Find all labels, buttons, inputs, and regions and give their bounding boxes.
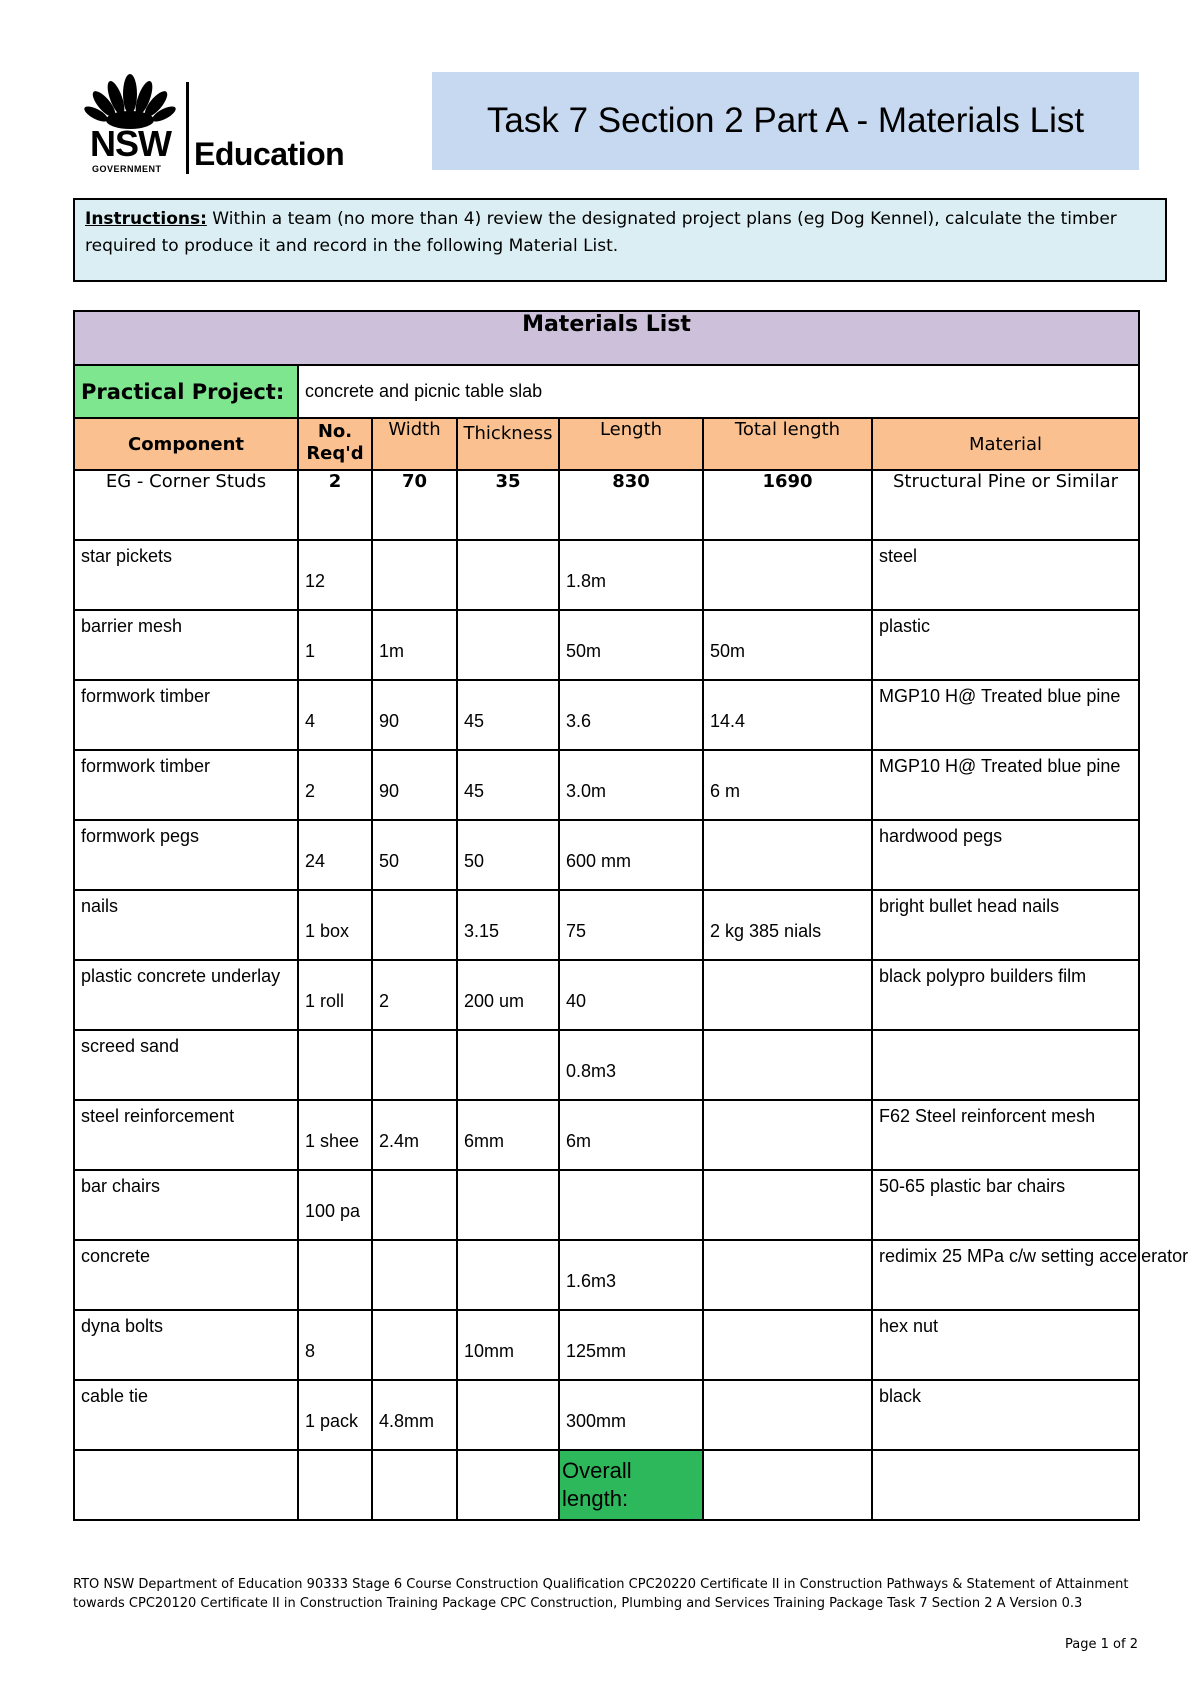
table-title-row — [74, 311, 1139, 365]
value-cell[interactable] — [703, 960, 872, 1030]
material-cell[interactable]: MGP10 H@ Treated blue pine — [872, 680, 1139, 750]
value-cell[interactable]: 1.6m3 — [559, 1240, 703, 1310]
component-cell[interactable]: concrete — [74, 1240, 298, 1310]
value-cell[interactable] — [703, 1310, 872, 1380]
material-cell[interactable]: plastic — [872, 610, 1139, 680]
component-cell[interactable]: cable tie — [74, 1380, 298, 1450]
value-cell[interactable] — [372, 540, 457, 610]
table-row — [74, 610, 1139, 680]
value-cell[interactable] — [703, 1170, 872, 1240]
value-cell[interactable]: 6m — [559, 1100, 703, 1170]
value-cell[interactable] — [298, 1240, 372, 1310]
value-cell[interactable]: 40 — [559, 960, 703, 1030]
value-cell[interactable]: 24 — [298, 820, 372, 890]
value-cell[interactable]: 1 shee — [298, 1100, 372, 1170]
value-cell[interactable]: 6mm — [457, 1100, 559, 1170]
overall-empty-cell[interactable] — [298, 1450, 372, 1520]
nsw-education-logo — [86, 74, 356, 174]
value-cell[interactable]: 50 — [457, 820, 559, 890]
value-cell[interactable]: 200 um — [457, 960, 559, 1030]
value-cell[interactable] — [457, 1170, 559, 1240]
footer-text: RTO NSW Department of Education 90333 Stage 6 Course Construction Qualification CPC20220 Certificate II in Construction Pathways & Statement of Attainment towards CPC20120 Certificate II in Construction Training Package CPC Construction, Plumbing and Services Training Package Task 7 Section 2 A Version 0.3 — [73, 1577, 1129, 1611]
value-cell[interactable]: 4 — [298, 680, 372, 750]
material-cell[interactable]: steel — [872, 540, 1139, 610]
value-cell[interactable]: 8 — [298, 1310, 372, 1380]
value-cell[interactable]: 2 — [372, 960, 457, 1030]
example-cell: EG - Corner Studs — [74, 470, 298, 540]
value-cell[interactable]: 3.0m — [559, 750, 703, 820]
logo-education-text: Education — [194, 136, 345, 172]
overall-length-label: Overall length: — [559, 1450, 703, 1520]
materials-rows — [74, 540, 1189, 1450]
value-cell[interactable]: 50m — [703, 610, 872, 680]
value-cell[interactable]: 100 pa — [298, 1170, 372, 1240]
overall-empty-cell[interactable] — [872, 1450, 1139, 1520]
value-cell[interactable] — [372, 890, 457, 960]
material-cell[interactable]: hex nut — [872, 1310, 1139, 1380]
value-cell[interactable]: 45 — [457, 680, 559, 750]
value-cell[interactable]: 2 — [298, 750, 372, 820]
page-number: Page 1 of 2 — [1065, 1637, 1138, 1652]
table-row — [74, 1170, 1139, 1240]
material-cell[interactable]: 50-65 plastic bar chairs — [872, 1170, 1139, 1240]
project-label: Practical Project: — [74, 365, 298, 418]
component-cell[interactable]: formwork timber — [74, 750, 298, 820]
example-cell: 830 — [559, 470, 703, 540]
value-cell[interactable] — [559, 1170, 703, 1240]
example-cell: 2 — [298, 470, 372, 540]
value-cell[interactable]: 14.4 — [703, 680, 872, 750]
instructions-lead: Instructions: — [85, 209, 207, 229]
overall-length-value[interactable] — [703, 1450, 872, 1520]
table-row — [74, 1240, 1139, 1310]
overall-row — [74, 1450, 1139, 1520]
col-header-thickness: Thickness — [457, 418, 559, 470]
example-cell: 35 — [457, 470, 559, 540]
table-row — [74, 1310, 1139, 1380]
value-cell[interactable] — [372, 1310, 457, 1380]
example-cell: 1690 — [703, 470, 872, 540]
overall-empty-cell[interactable] — [372, 1450, 457, 1520]
material-cell[interactable]: black polypro builders film — [872, 960, 1139, 1030]
table-row — [74, 820, 1139, 890]
value-cell[interactable] — [372, 1240, 457, 1310]
value-cell[interactable]: 4.8mm — [372, 1380, 457, 1450]
title-box — [432, 72, 1139, 170]
instructions-text: Within a team (no more than 4) review the designated project plans (eg Dog Kennel), calculate the timber required to produce it and record in the following Material List. — [85, 209, 1117, 256]
logo-divider — [186, 82, 189, 174]
value-cell[interactable]: 6 m — [703, 750, 872, 820]
component-cell[interactable]: star pickets — [74, 540, 298, 610]
overall-empty-cell[interactable] — [74, 1450, 298, 1520]
value-cell[interactable] — [703, 1240, 872, 1310]
col-header-component: Component — [74, 418, 298, 470]
component-cell[interactable]: dyna bolts — [74, 1310, 298, 1380]
value-cell[interactable]: 1 box — [298, 890, 372, 960]
table-title: Materials List — [74, 311, 1139, 365]
value-cell[interactable]: 1.8m — [559, 540, 703, 610]
table-row — [74, 750, 1139, 820]
col-header-material: Material — [872, 418, 1139, 470]
value-cell[interactable] — [457, 540, 559, 610]
value-cell[interactable] — [457, 1240, 559, 1310]
value-cell[interactable]: 2 kg 385 nials — [703, 890, 872, 960]
col-header-no-reqd: No. Req'd — [298, 418, 372, 470]
value-cell[interactable]: 90 — [372, 750, 457, 820]
value-cell[interactable]: 125mm — [559, 1310, 703, 1380]
material-cell[interactable]: MGP10 H@ Treated blue pine — [872, 750, 1139, 820]
table-row — [74, 680, 1139, 750]
material-cell[interactable] — [872, 1030, 1139, 1100]
table-row — [74, 1100, 1139, 1170]
material-cell[interactable]: bright bullet head nails — [872, 890, 1139, 960]
column-header-row — [74, 418, 1139, 470]
value-cell[interactable] — [703, 1100, 872, 1170]
value-cell[interactable]: 12 — [298, 540, 372, 610]
materials-table — [73, 310, 1189, 1521]
material-cell[interactable]: black — [872, 1380, 1139, 1450]
example-cell: 70 — [372, 470, 457, 540]
col-header-total-length: Total length — [703, 418, 872, 470]
component-cell[interactable]: steel reinforcement — [74, 1100, 298, 1170]
col-header-width: Width — [372, 418, 457, 470]
component-cell[interactable]: bar chairs — [74, 1170, 298, 1240]
value-cell[interactable]: 50m — [559, 610, 703, 680]
value-cell[interactable] — [703, 1380, 872, 1450]
value-cell[interactable]: 50 — [372, 820, 457, 890]
component-cell[interactable]: screed sand — [74, 1030, 298, 1100]
component-cell[interactable]: plastic concrete underlay — [74, 960, 298, 1030]
table-row — [74, 1380, 1139, 1450]
value-cell[interactable] — [298, 1030, 372, 1100]
example-row — [74, 470, 1139, 540]
overall-empty-cell[interactable] — [457, 1450, 559, 1520]
value-cell[interactable]: 3.15 — [457, 890, 559, 960]
col-header-length: Length — [559, 418, 703, 470]
value-cell[interactable]: 90 — [372, 680, 457, 750]
value-cell[interactable]: 1 roll — [298, 960, 372, 1030]
component-cell[interactable]: formwork pegs — [74, 820, 298, 890]
value-cell[interactable]: 3.6 — [559, 680, 703, 750]
material-cell[interactable]: F62 Steel reinforcent mesh — [872, 1100, 1139, 1170]
logo-nsw-text: NSW — [90, 123, 171, 164]
value-cell[interactable] — [457, 1380, 559, 1450]
value-cell[interactable] — [372, 1030, 457, 1100]
table-row — [74, 540, 1139, 610]
component-cell[interactable]: nails — [74, 890, 298, 960]
project-value[interactable]: concrete and picnic table slab — [298, 365, 1139, 418]
project-row — [74, 365, 1139, 418]
value-cell[interactable] — [457, 1030, 559, 1100]
value-cell[interactable]: 45 — [457, 750, 559, 820]
example-cell: Structural Pine or Similar — [872, 470, 1139, 540]
value-cell[interactable] — [703, 540, 872, 610]
value-cell[interactable]: 10mm — [457, 1310, 559, 1380]
value-cell[interactable] — [703, 1030, 872, 1100]
instructions-box — [73, 198, 1167, 282]
value-cell[interactable]: 600 mm — [559, 820, 703, 890]
logo-government-text: GOVERNMENT — [92, 164, 162, 174]
component-cell[interactable]: formwork timber — [74, 680, 298, 750]
value-cell[interactable]: 300mm — [559, 1380, 703, 1450]
table-row — [74, 1030, 1139, 1100]
material-cell[interactable]: hardwood pegs — [872, 820, 1139, 890]
table-row — [74, 890, 1139, 960]
value-cell[interactable] — [372, 1170, 457, 1240]
table-row — [74, 960, 1139, 1030]
component-cell[interactable]: barrier mesh — [74, 610, 298, 680]
material-cell[interactable]: redimix 25 MPa c/w setting accelerator — [872, 1240, 1139, 1310]
value-cell[interactable] — [703, 820, 872, 890]
value-cell[interactable]: 75 — [559, 890, 703, 960]
value-cell[interactable]: 2.4m — [372, 1100, 457, 1170]
value-cell[interactable]: 1 — [298, 610, 372, 680]
value-cell[interactable] — [457, 610, 559, 680]
waratah-icon — [86, 74, 174, 130]
value-cell[interactable]: 0.8m3 — [559, 1030, 703, 1100]
value-cell[interactable]: 1 pack — [298, 1380, 372, 1450]
page-title: Task 7 Section 2 Part A - Materials List — [486, 101, 1085, 140]
value-cell[interactable]: 1m — [372, 610, 457, 680]
